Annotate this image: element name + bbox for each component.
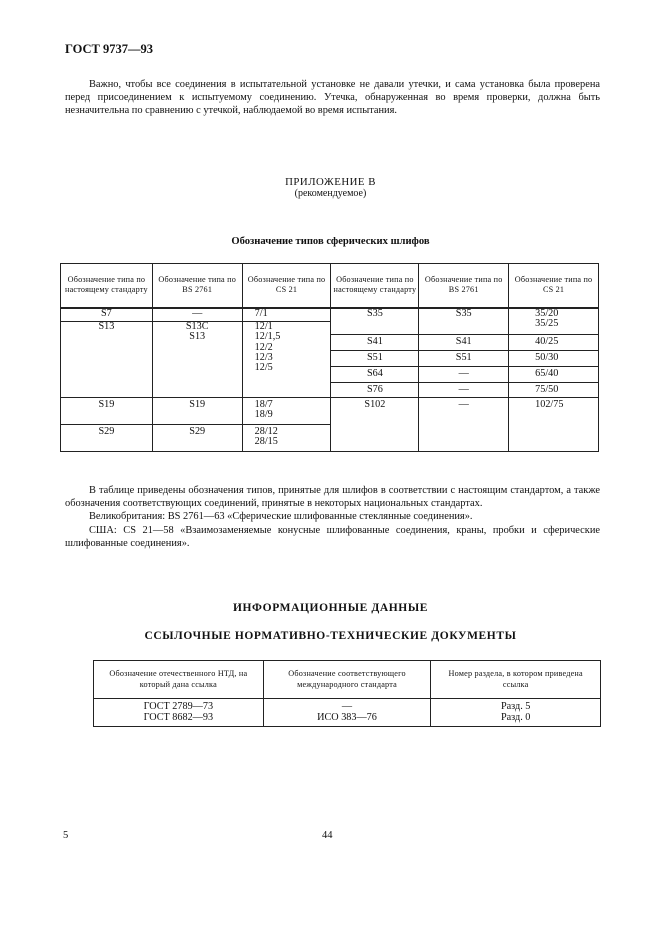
header-cell: Обозначение отечественного НТД, на который дана ссылка: [94, 661, 264, 699]
page-number: 44: [322, 830, 333, 841]
cell-std: S29: [61, 425, 153, 452]
header-cell: Номер раздела, в котором приведена ссылка: [431, 661, 601, 699]
header-cell: Обозначение типа по BS 2761: [152, 264, 242, 308]
cell-std: S19: [61, 398, 153, 425]
header-cell: Обозначение типа по CS 21: [242, 264, 331, 308]
header-cell: Обозначение типа по настоящему стандарту: [61, 264, 153, 308]
cell-cs: 12/1 12/1,5 12/2 12/3 12/5: [242, 322, 331, 398]
cell-cs: 18/7 18/9: [242, 398, 331, 425]
intro-paragraph: [65, 78, 600, 118]
cell-bs: S35: [419, 308, 509, 335]
refs-title: ССЫЛОЧНЫЕ НОРМАТИВНО-ТЕХНИЧЕСКИЕ ДОКУМЕНТЫ: [144, 630, 517, 642]
cell-bs: S51: [419, 351, 509, 367]
table-header-row: [94, 661, 601, 699]
cell-std: S64: [331, 367, 419, 383]
note-paragraph: США: CS 21—58 «Взаимозаменяемые конусные шлифованные соединения, краны, пробки и сферические шлифованные соединения».: [65, 524, 600, 549]
cell-cs: 40/25: [509, 335, 599, 351]
cell-ntd: ГОСТ 2789—73 ГОСТ 8682—93: [94, 699, 264, 727]
header-cell: Обозначение типа по CS 21: [509, 264, 599, 308]
header-cell: Обозначение соответствующего международного стандарта: [263, 661, 431, 699]
cell-cs: 28/12 28/15: [242, 425, 331, 452]
cell-std: S51: [331, 351, 419, 367]
cell-bs: S41: [419, 335, 509, 351]
intro-text: Важно, чтобы все соединения в испытательной установке не давали утечки, и сама установка была проверена перед присоединением к испытуемому соединению. Утечка, обнаруженная во время проверки, должна быть незначительна по сравнению с утечкой, наблюдаемой во время испытания.: [65, 79, 600, 117]
cell-bs: S29: [152, 425, 242, 452]
note-paragraph: В таблице приведены обозначения типов, принятые для шлифов в соответствии с настоящим стандартом, а также обозначения соответствующих соединений, принятые в некоторых национальных стандартах.: [65, 485, 600, 510]
notes-block: [65, 484, 600, 550]
header-cell: Обозначение типа по BS 2761: [419, 264, 509, 308]
cell-bs: —: [419, 367, 509, 383]
cell-bs: S13C S13: [152, 322, 242, 398]
info-title: ИНФОРМАЦИОННЫЕ ДАННЫЕ: [232, 602, 429, 614]
cell-bs: —: [419, 383, 509, 398]
cell-std: S76: [331, 383, 419, 398]
cell-cs: 7/1: [242, 308, 331, 322]
note-paragraph: Великобритания: BS 2761—63 «Сферические шлифованные стеклянные соединения».: [89, 511, 473, 523]
table-header-row: [61, 264, 599, 308]
cell-std: S41: [331, 335, 419, 351]
table-title: Обозначение типов сферических шлифов: [231, 236, 430, 247]
cell-cs: 102/75: [509, 398, 599, 452]
cell-section: Разд. 5 Разд. 0: [431, 699, 601, 727]
cell-cs: 35/20 35/25: [509, 308, 599, 335]
appendix-subtitle: (рекомендуемое): [294, 188, 367, 199]
cell-bs: —: [419, 398, 509, 452]
table-row: [94, 699, 601, 727]
cell-cs: 75/50: [509, 383, 599, 398]
left-number: 5: [63, 830, 69, 841]
cell-cs: 65/40: [509, 367, 599, 383]
references-table: [93, 660, 601, 727]
cell-std: S13: [61, 322, 153, 398]
header-cell: Обозначение типа по настоящему стандарту: [331, 264, 419, 308]
cell-intl: — ИСО 383—76: [263, 699, 431, 727]
table-row: [61, 398, 599, 425]
cell-bs: —: [152, 308, 242, 322]
cell-bs: S19: [152, 398, 242, 425]
joints-table: [60, 263, 599, 452]
cell-std: S7: [61, 308, 153, 322]
table-row: [61, 308, 599, 322]
cell-std: S35: [331, 308, 419, 335]
cell-std: S102: [331, 398, 419, 452]
appendix-title: ПРИЛОЖЕНИЕ В: [285, 176, 376, 188]
document-header: ГОСТ 9737—93: [65, 42, 154, 56]
cell-cs: 50/30: [509, 351, 599, 367]
